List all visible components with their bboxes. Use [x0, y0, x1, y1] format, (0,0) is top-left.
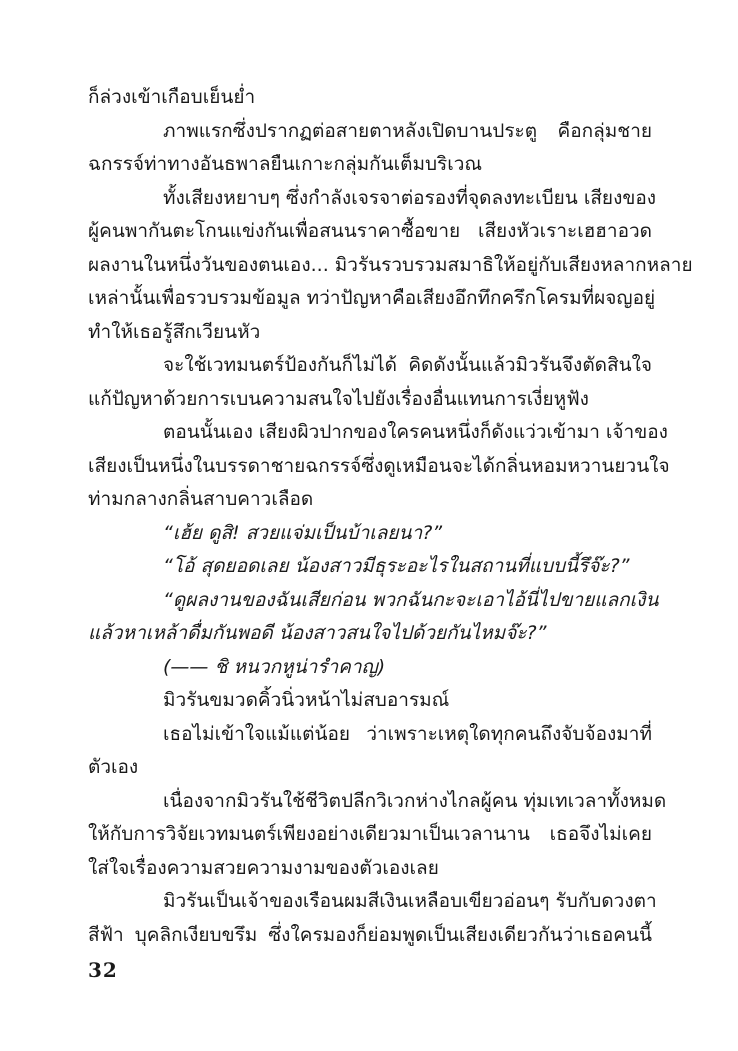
dialogue-line: “ดูผลงานของฉันเสียก่อน พวกฉันกะจะเอาไอ้นี่ไปขายแลกเงิน	[163, 589, 659, 611]
paragraph-first-line: เนื่องจากมิวรันใช้ชีวิตปลีกวิเวกห่างไกลผู้คน ทุ่มเทเวลาทั้งหมด	[163, 790, 667, 812]
paragraph-first-line: ตอนนั้นเอง เสียงผิวปากของใครคนหนึ่งก็ดังแว่วเข้ามา เจ้าของ	[163, 421, 668, 443]
text-line: เสียงเป็นหนึ่งในบรรดาชายฉกรรจ์ซึ่งดูเหมือนจะได้กลิ่นหอมหวานยวนใจ	[88, 455, 670, 477]
text-line: ผลงานในหนึ่งวันของตนเอง... มิวรันรวบรวมสมาธิให้อยู่กับเสียงหลากหลาย	[88, 254, 693, 276]
dialogue-line: แล้วหาเหล้าดื่มกันพอดี น้องสาวสนใจไปด้วยกันไหมจ๊ะ?”	[88, 622, 547, 644]
text-line: ทำให้เธอรู้สึกเวียนหัว	[88, 321, 261, 343]
text-line: ฉกรรจ์ท่าทางอันธพาลยืนเกาะกลุ่มกันเต็มบริเวณ	[88, 153, 483, 175]
paragraph-first-line: ภาพแรกซึ่งปรากฏต่อสายตาหลังเปิดบานประตู คือกลุ่มชาย	[163, 120, 652, 142]
paragraph-first-line: เธอไม่เข้าใจแม้แต่น้อย ว่าเพราะเหตุใดทุกคนถึงจับจ้องมาที่	[163, 723, 652, 745]
text-line: เหล่านั้นเพื่อรวบรวมข้อมูล ทว่าปัญหาคือเสียงอึกทึกครึกโครมที่ผจญอยู่	[88, 287, 656, 309]
text-line: ตัวเอง	[88, 756, 139, 778]
text-line: ผู้คนพากันตะโกนแข่งกันเพื่อสนนราคาซื้อขาย เสียงหัวเราะเฮฮาอวด	[88, 220, 652, 242]
paragraph-first-line: มิวรันขมวดคิ้วนิ่วหน้าไม่สบอารมณ์	[163, 689, 450, 711]
dialogue-line: “เฮ้ย ดูสิ! สวยแจ่มเป็นบ้าเลยนา?”	[163, 522, 443, 544]
text-line: สีฟ้า บุคลิกเงียบขรึม ซึ่งใครมองก็ย่อมพูดเป็นเสียงเดียวกันว่าเธอคนนี้	[88, 924, 652, 946]
paragraph-first-line: จะใช้เวทมนตร์ป้องกันก็ไม่ได้ คิดดังนั้นแล้วมิวรันจึงตัดสินใจ	[163, 354, 652, 376]
text-line: ก็ล่วงเข้าเกือบเย็นย่ำ	[88, 86, 256, 108]
paragraph-first-line: มิวรันเป็นเจ้าของเรือนผมสีเงินเหลือบเขียวอ่อนๆ รับกับดวงตา	[163, 890, 657, 912]
dialogue-line: “โอ้ สุดยอดเลย น้องสาวมีธุระอะไรในสถานที่แบบนี้รึจ๊ะ?”	[163, 555, 630, 577]
paragraph-first-line: ทั้งเสียงหยาบๆ ซึ่งกำลังเจรจาต่อรองที่จุดลงทะเบียน เสียงของ	[163, 187, 657, 209]
text-line: ใส่ใจเรื่องความสวยความงามของตัวเองเลย	[88, 857, 439, 879]
page-number: 32	[88, 958, 118, 982]
text-line: ท่ามกลางกลิ่นสาบคาวเลือด	[88, 488, 314, 510]
text-line: ให้กับการวิจัยเวทมนตร์เพียงอย่างเดียวมาเป็นเวลานาน เธอจึงไม่เคย	[88, 823, 652, 845]
text-line: แก้ปัญหาด้วยการเบนความสนใจไปยังเรื่องอื่นแทนการเงี่ยหูฟัง	[88, 388, 589, 410]
inner-thought-line: (—— ชิ หนวกหูน่ารำคาญ)	[163, 656, 386, 678]
